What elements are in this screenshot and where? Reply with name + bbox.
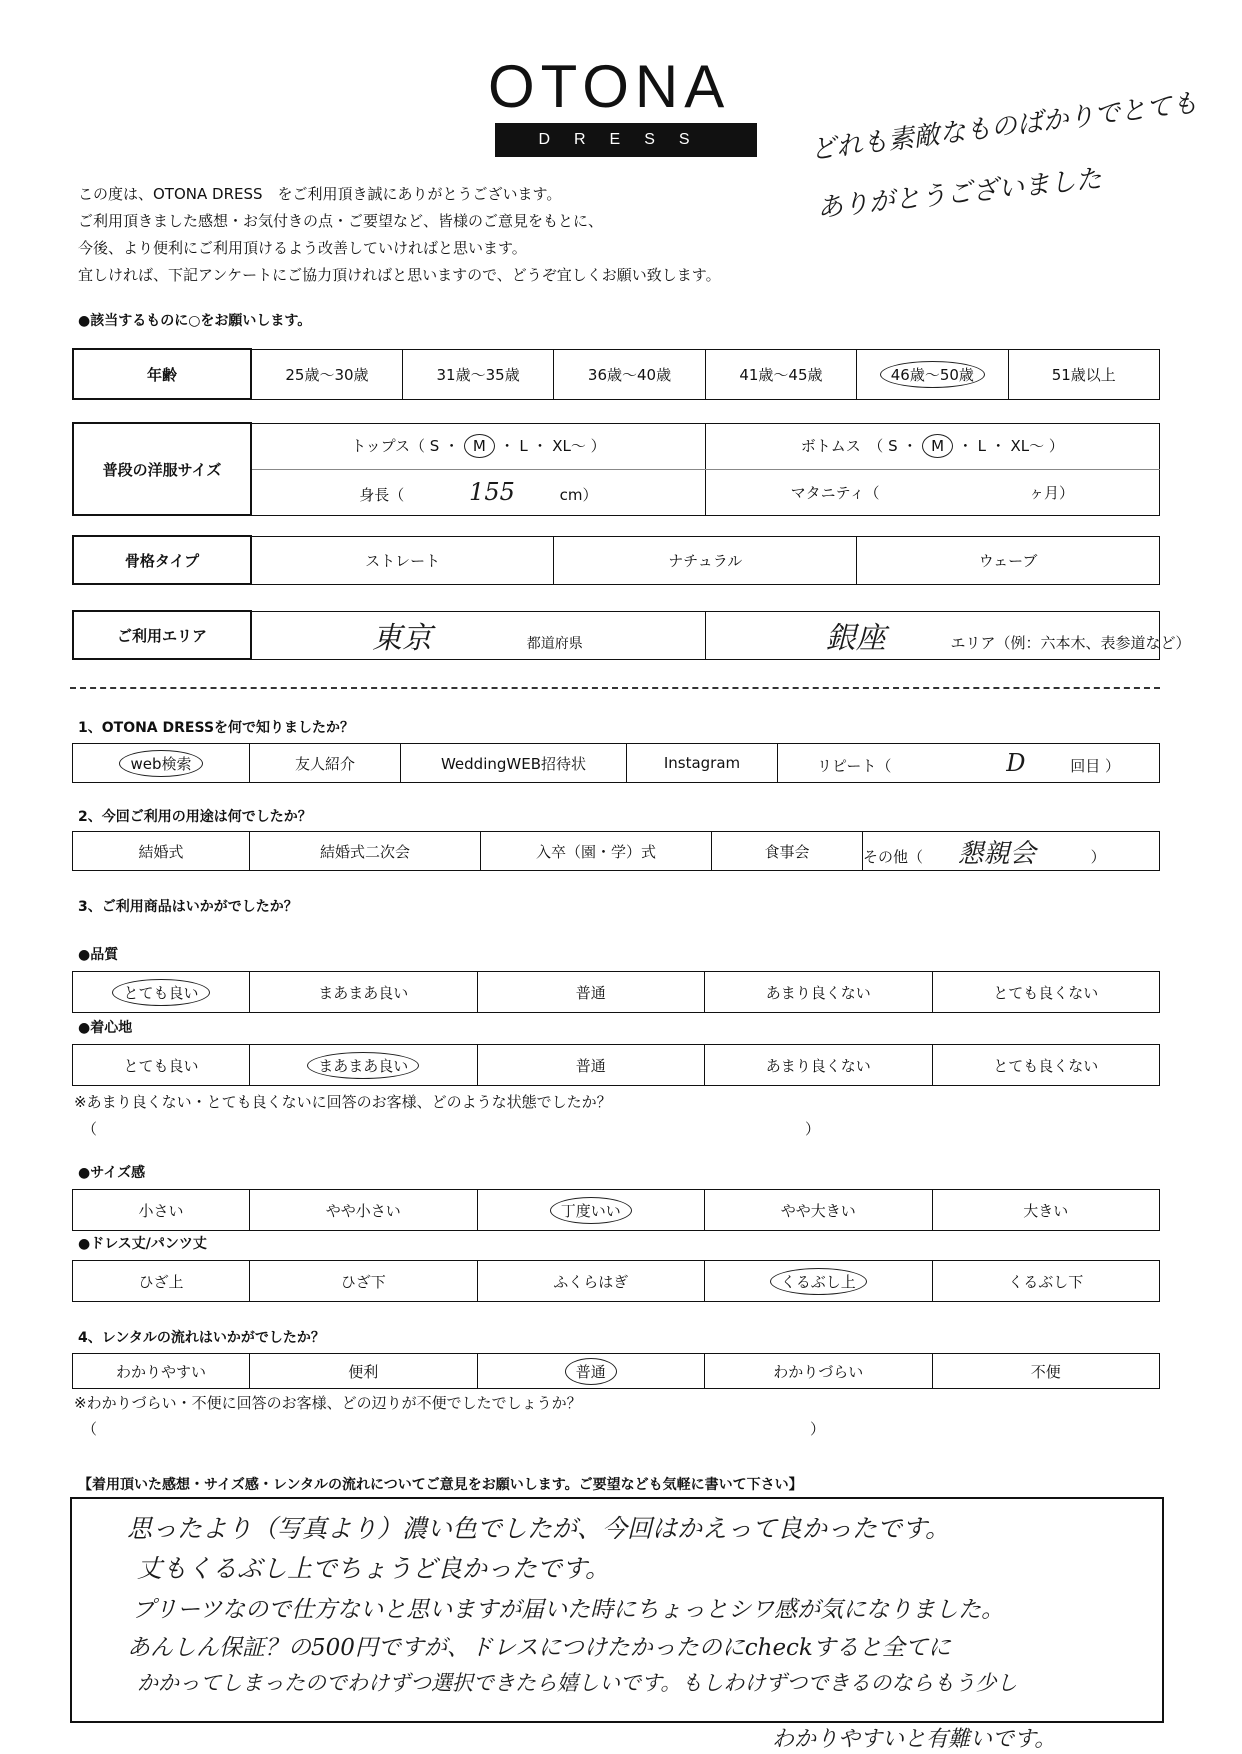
comfort-very-good[interactable]: とても良い xyxy=(73,1045,250,1086)
fit-just-right-selected[interactable] xyxy=(477,1190,705,1231)
q3-title: 3、ご利用商品はいかがでしたか？ xyxy=(78,899,298,915)
q1-option-web-search[interactable] xyxy=(73,744,250,783)
q2-option-dinner[interactable]: 食事会 xyxy=(712,832,863,871)
body-type-wave[interactable]: ウェーブ xyxy=(857,536,1160,584)
q2-option-wedding[interactable]: 結婚式 xyxy=(73,832,250,871)
fit-slightly-small[interactable]: やや小さい xyxy=(250,1190,478,1231)
body-type-table xyxy=(72,535,1160,585)
length-calf[interactable]: ふくらはぎ xyxy=(477,1261,705,1302)
tops-size[interactable] xyxy=(251,423,705,469)
comfort-not-good[interactable]: あまり良くない xyxy=(705,1045,933,1086)
handwritten-note-line-2: ありがとうございました xyxy=(815,164,1104,224)
flow-difficult[interactable]: わかりづらい xyxy=(705,1354,933,1389)
intro-line-3: 今後、より便利にご利用頂けるよう改善していければと思います。 xyxy=(78,239,527,257)
comment-line-5: かかってしまったのでわけずつ選択できたら嬉しいです。もしわけずつできるのならもう少し xyxy=(137,1671,1018,1695)
comment-line-1: 思ったより（写真より）濃い色でしたが、今回はかえって良かったです。 xyxy=(127,1514,951,1543)
brand-logo: OTONA xyxy=(488,53,731,120)
q2-other-value: 懇親会 xyxy=(957,838,1036,869)
comment-line-6: わかりやすいと有難いです。 xyxy=(772,1727,1057,1752)
comfort-answer-open: （ xyxy=(82,1120,98,1138)
fit-large[interactable]: 大きい xyxy=(932,1190,1160,1231)
q2-option-other[interactable] xyxy=(863,832,1160,871)
length-table xyxy=(72,1260,1160,1302)
length-above-ankle-selected[interactable] xyxy=(705,1261,933,1302)
bottoms-size[interactable] xyxy=(705,423,1159,469)
q2-other-label: その他（ xyxy=(863,847,924,866)
prefecture-suffix: 都道府県 xyxy=(526,636,583,652)
q4-note: ※わかりづらい・不便に回答のお客様、どの辺りが不便でしたでしょうか？ xyxy=(74,1394,582,1412)
age-label: 年齢 xyxy=(73,349,251,399)
quality-very-bad[interactable]: とても良くない xyxy=(932,972,1160,1013)
q4-title: 4、レンタルの流れはいかがでしたか？ xyxy=(78,1330,325,1346)
quality-normal[interactable]: 普通 xyxy=(477,972,705,1013)
area-field[interactable] xyxy=(705,611,1191,659)
intro-line-4: 宜しければ、下記アンケートにご協力頂ければと思いますので、どうぞ宜しくお願い致します。 xyxy=(78,266,721,284)
q2-title: 2、今回ご利用の用途は何でしたか？ xyxy=(78,809,312,825)
length-selected-mark: くるぶし上 xyxy=(770,1268,867,1295)
intro-line-1: この度は、OTONA DRESS をご利用頂き誠にありがとうございます。 xyxy=(78,185,562,203)
q1-option-wedding-web[interactable]: WeddingWEB招待状 xyxy=(401,744,627,783)
age-option-31-35[interactable]: 31歳～35歳 xyxy=(402,349,553,399)
tops-suffix: ・ L ・ XL～ ） xyxy=(499,437,606,455)
comfort-answer-close: ） xyxy=(805,1120,821,1138)
quality-very-good-selected[interactable] xyxy=(73,972,250,1013)
intro-line-2: ご利用頂きました感想・お気付きの点・ご要望など、皆様のご意見をもとに、 xyxy=(78,212,604,230)
body-type-straight[interactable]: ストレート xyxy=(251,536,554,584)
brand-logo-subtitle: DRESS xyxy=(495,123,757,157)
age-option-36-40[interactable]: 36歳～40歳 xyxy=(554,349,705,399)
age-table xyxy=(72,348,1160,400)
height-unit: cm） xyxy=(559,486,598,504)
body-type-label: 骨格タイプ xyxy=(73,536,251,584)
bottoms-selected-m: M xyxy=(922,434,953,458)
comment-line-3: プリーツなので仕方ないと思いますが届いた時にちょっとシワ感が気になりました。 xyxy=(132,1597,1005,1623)
body-type-natural[interactable]: ナチュラル xyxy=(554,536,857,584)
comment-box[interactable] xyxy=(70,1497,1164,1723)
prefecture-field[interactable] xyxy=(251,611,705,659)
instruction: ●該当するものに○をお願いします。 xyxy=(78,313,312,329)
q1-repeat-label: リピート（ xyxy=(817,757,892,775)
age-option-41-45[interactable]: 41歳～45歳 xyxy=(705,349,856,399)
bottoms-prefix: ボトムス （ S ・ xyxy=(800,437,918,455)
length-below-knee[interactable]: ひざ下 xyxy=(250,1261,478,1302)
area-hint: エリア（例：六本木、表参道など） xyxy=(950,634,1191,652)
q4-table xyxy=(72,1353,1160,1389)
quality-fairly-good[interactable]: まあまあ良い xyxy=(250,972,478,1013)
section-divider xyxy=(70,687,1160,689)
q1-table xyxy=(72,743,1160,783)
handwritten-note-line-1: どれも素敵なものばかりでとても xyxy=(808,88,1200,166)
comment-line-4: あんしん保証？の500円ですが、ドレスにつけたかったのにcheckすると全てに xyxy=(127,1635,951,1661)
fit-selected-mark: 丁度いい xyxy=(550,1197,632,1224)
quality-label: ●品質 xyxy=(78,947,119,963)
tops-selected-m: M xyxy=(464,434,495,458)
comfort-table xyxy=(72,1044,1160,1086)
area-value: 銀座 xyxy=(825,621,886,656)
q2-option-after-party[interactable]: 結婚式二次会 xyxy=(250,832,481,871)
q2-option-ceremony[interactable]: 入卒（園・学）式 xyxy=(481,832,712,871)
age-option-25-30[interactable]: 25歳～30歳 xyxy=(251,349,402,399)
q1-repeat-unit: 回目 ） xyxy=(1070,757,1120,775)
height-field[interactable] xyxy=(251,469,705,515)
q1-option-instagram[interactable]: Instagram xyxy=(627,744,778,783)
fit-table xyxy=(72,1189,1160,1231)
q1-repeat-value: D xyxy=(1006,749,1026,777)
comfort-fairly-good-selected[interactable] xyxy=(250,1045,478,1086)
comment-line-2: 丈もくるぶし上でちょうど良かったです。 xyxy=(137,1554,611,1583)
length-below-ankle[interactable]: くるぶし下 xyxy=(932,1261,1160,1302)
q2-table xyxy=(72,831,1160,871)
height-value: 155 xyxy=(469,478,515,506)
q4-answer-close: ） xyxy=(810,1420,826,1438)
flow-convenient[interactable]: 便利 xyxy=(250,1354,478,1389)
length-above-knee[interactable]: ひざ上 xyxy=(73,1261,250,1302)
maternity-field[interactable] xyxy=(705,469,1159,515)
age-option-46-50-selected[interactable] xyxy=(857,349,1008,399)
age-selected-mark: 46歳～50歳 xyxy=(880,361,985,388)
maternity-unit: ヶ月） xyxy=(1029,483,1075,502)
size-label: 普段の洋服サイズ xyxy=(73,423,251,515)
comment-header: 【着用頂いた感想・サイズ感・レンタルの流れについてご意見をお願いします。ご要望なども気軽に書いて下さい】 xyxy=(78,1477,803,1493)
age-option-51-plus[interactable]: 51歳以上 xyxy=(1008,349,1159,399)
q1-option-repeat[interactable] xyxy=(778,744,1160,783)
maternity-label: マタニティ（ xyxy=(790,483,880,502)
flow-easy[interactable]: わかりやすい xyxy=(73,1354,250,1389)
comfort-note: ※あまり良くない・とても良くないに回答のお客様、どのような状態でしたか？ xyxy=(74,1093,612,1111)
length-label: ●ドレス丈/パンツ丈 xyxy=(78,1236,207,1252)
flow-selected-mark: 普通 xyxy=(565,1358,617,1385)
comfort-very-bad[interactable]: とても良くない xyxy=(932,1045,1160,1086)
quality-not-good[interactable]: あまり良くない xyxy=(705,972,933,1013)
area-table xyxy=(72,610,1191,660)
comfort-selected-mark: まあまあ良い xyxy=(307,1052,419,1079)
q2-other-close: ） xyxy=(1090,847,1106,866)
bottoms-suffix: ・ L ・ XL～ ） xyxy=(957,437,1064,455)
q4-answer-open: （ xyxy=(82,1420,98,1438)
q1-option-friend[interactable]: 友人紹介 xyxy=(250,744,401,783)
area-label: ご利用エリア xyxy=(73,611,251,659)
quality-table xyxy=(72,971,1160,1013)
height-label: 身長（ xyxy=(359,486,405,504)
fit-small[interactable]: 小さい xyxy=(73,1190,250,1231)
flow-normal-selected[interactable] xyxy=(477,1354,705,1389)
tops-prefix: トップス（ S ・ xyxy=(351,437,460,455)
fit-slightly-large[interactable]: やや大きい xyxy=(705,1190,933,1231)
comfort-normal[interactable]: 普通 xyxy=(477,1045,705,1086)
quality-selected-mark: とても良い xyxy=(112,979,209,1006)
prefecture-value: 東京 xyxy=(372,621,432,656)
q1-selected-mark: web検索 xyxy=(119,750,202,777)
comfort-label: ●着心地 xyxy=(78,1020,133,1036)
flow-inconvenient[interactable]: 不便 xyxy=(932,1354,1160,1389)
size-table xyxy=(72,422,1160,516)
q1-title: 1、OTONA DRESSを何で知りましたか？ xyxy=(78,720,355,736)
fit-label: ●サイズ感 xyxy=(78,1165,146,1181)
